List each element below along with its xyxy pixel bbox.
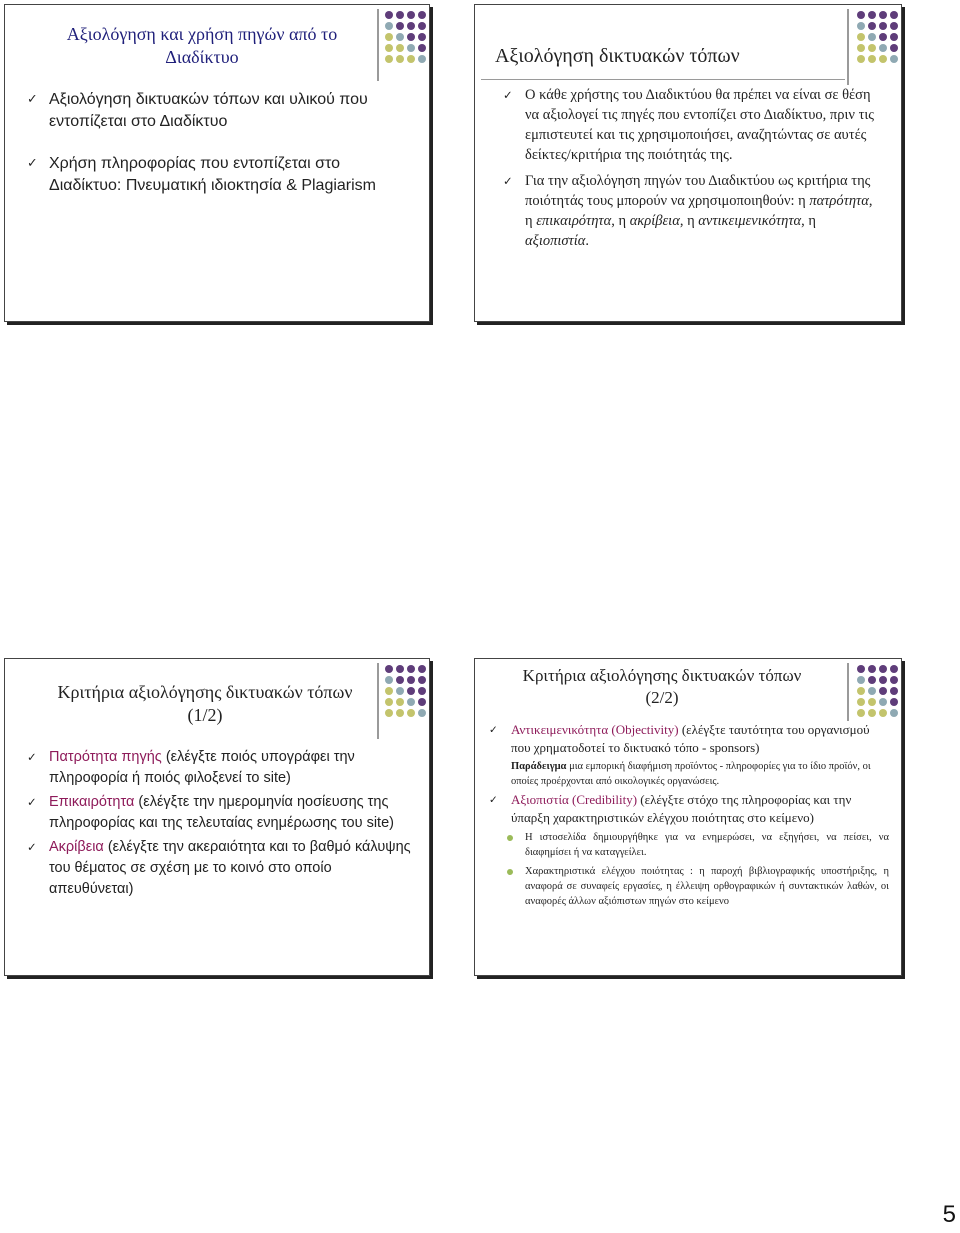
list-item: ✓ Ακρίβεια (ελέγξτε την ακεραιότητα και το βαθμό κάλυψης του θέματος σε σχέση με το κοινό στο οποίο απευθύνεται) — [27, 837, 413, 900]
slide-2 — [474, 4, 902, 322]
page-number: 5 — [942, 1201, 956, 1228]
list-item: ✓ Αντικειμενικότητα (Objectivity) (ελέγξτε ταυτότητα του οργανισμού που χρηματοδοτεί το δικτυακό τόπο - sponsors) Παράδειγμα μια εμπορική διαφήμιση προϊόντος - πληροφορίες για το ίδιο προϊόν, οι οποίες προέρχονται από οικολογικές οργανώσεις. — [489, 721, 889, 789]
slide-title: Αξιολόγηση και χρήση πηγών από το Διαδίκτυο — [66, 24, 338, 68]
bullet-list — [27, 747, 413, 900]
list-item: ✓ Αξιολόγηση δικτυακών τόπων και υλικού που εντοπίζεται στο Διαδίκτυο — [27, 89, 387, 133]
example-note: Παράδειγμα μια εμπορική διαφήμιση προϊόντος - πληροφορίες για το ίδιο προϊόν, οι οποίες προέρχονται από οικολογικές οργανώσεις. — [511, 761, 871, 787]
decorative-dots — [857, 11, 898, 63]
decorative-dots — [385, 11, 426, 63]
list-item: ✓ Αξιοπιστία (Credibility) (ελέγξτε στόχο της πληροφορίας και την ύπαρξη χαρακτηριστικών ελέγχου ποιότητας στο κείμενο) Η ιστοσελίδα δημιουργήθηκε για να ενημερώσει, να εξηγήσει, να πείσει, να διαφημίσει ή να καταγγείλει. Χαρακτηριστικά ελέγχου ποιότητας : η παροχή βιβλιογραφικής υποστήριξης, η αναφορά σε συναφείς εργασίες, η έλλειψη ορθογραφικών ή συντακτικών λαθών, οι αναφορές άλλων αξιόπιστων πηγών στο κείμενο — [489, 791, 889, 909]
list-item: ✓ Ο κάθε χρήστης του Διαδικτύου θα πρέπει να είναι σε θέση να αξιολογεί τις πηγές που εντοπίζει στο Διαδίκτυο, πριν τις εμπιστευτεί και τις χρησιμοποιήσει, αναζητώντας σε αυτές δείκτες/κριτήρια της ποιότητάς της. — [503, 85, 883, 165]
sub-list-item: Χαρακτηριστικά ελέγχου ποιότητας : η παροχή βιβλιογραφικής υποστήριξης, η αναφορά σε συναφείς εργασίες, η έλλειψη ορθογραφικών ή συντακτικών λαθών, οι αναφορές άλλων αξιόπιστων πηγών στο κείμενο — [503, 864, 889, 909]
decorative-dots — [857, 665, 898, 717]
slide-1 — [4, 4, 430, 322]
bullet-list — [27, 89, 387, 197]
slide-3 — [4, 658, 430, 976]
list-item: ✓ Επικαιρότητα (ελέγξτε την ημερομηνία ηοσίευσης της πληροφορίας και της τελευταίας ενημέρωσης του site) — [27, 792, 413, 834]
sub-list — [503, 830, 889, 909]
bullet-list — [503, 85, 883, 251]
slide-title: Αξιολόγηση δικτυακών τόπων — [495, 45, 740, 67]
slide-title: Κριτήρια αξιολόγησης δικτυακών τόπων (2/2) — [522, 666, 802, 708]
list-item: ✓ Πατρότητα πηγής (ελέγξτε ποιός υπογράφει την πληροφορία ή ποιός φιλοξενεί το site) — [27, 747, 413, 789]
sub-list-item: Η ιστοσελίδα δημιουργήθηκε για να ενημερώσει, να εξηγήσει, να πείσει, να διαφημίσει ή να καταγγείλει. — [503, 830, 889, 860]
slide-4 — [474, 658, 902, 976]
list-item: ✓ Χρήση πληροφορίας που εντοπίζεται στο Διαδίκτυο: Πνευματική ιδιοκτησία & Plagiarism — [27, 153, 387, 197]
bullet-list — [489, 721, 889, 909]
slide-title: Κριτήρια αξιολόγησης δικτυακών τόπων (1/2) — [57, 682, 353, 726]
list-item: ✓ Για την αξιολόγηση πηγών του Διαδικτύου ως κριτήρια της ποιότητάς τους μπορούν να χρησιμοποιηθούν: η πατρότητα, η επικαιρότητα, η ακρίβεια, η αντικειμενικότητα, η αξιοπιστία. — [503, 171, 883, 251]
